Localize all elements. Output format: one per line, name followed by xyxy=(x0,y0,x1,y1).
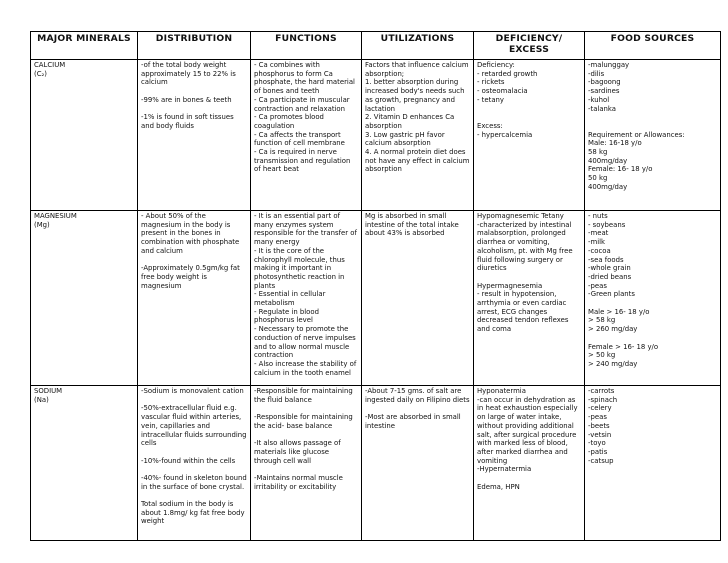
functions-text: - It is an essential part of many enzymes system responsible for the transfer of many energy - It is the core of the chlorophyll molecule, thus making it important in photosynthetic reaction in plants - Essential in cellular metabolism - Regulate in blood phosphorus level - Necessary to promote the conduction of nerve impulses and to allow normal muscle contraction - Also increase the stability of calcium in the tooth enamel xyxy=(254,212,357,377)
mineral-cell xyxy=(31,386,138,541)
distribution-text: -50%-extracellular fluid e.g. vascular fluid within arteries, vein, capillaries and intracellular fluids surrounding cells xyxy=(141,404,247,448)
utilizations-cell xyxy=(362,211,474,386)
distribution-text: -Approximately 0.5gm/kg fat free body weight is magnesium xyxy=(141,264,240,290)
food-text: Female > 16- 18 y/o > 50 kg > 240 mg/day xyxy=(588,342,659,368)
food-text: Male > 16- 18 y/o > 58 kg > 260 mg/day xyxy=(588,307,650,334)
food-cell xyxy=(585,211,721,386)
header-utilizations: UTILIZATIONS xyxy=(362,32,474,60)
header-deficiency-excess: DEFICIENCY/ EXCESS xyxy=(474,32,585,60)
deficiency-text: Hypomagnesemic Tetany -characterized by intestinal malabsorption, prolonged diarrhea or vomiting, alcoholism, pt. with Mg free fluid following surgery or diuretics xyxy=(477,212,573,273)
distribution-cell xyxy=(138,211,251,386)
utilizations-text: Factors that influence calcium absorption; 1. better absorption during increased body's needs such as growth, pregnancy and lactation 2. Vitamin D enhances Ca absorption 3. Low gastric pH favor calcium absorption 4. A normal protein diet does not have any effect in calcium absorption xyxy=(365,61,470,174)
functions-text: - Ca combines with phosphorus to form Ca phosphate, the hard material of bones and teeth - Ca participate in muscular contraction and relaxation - Ca promotes blood coagulation - Ca affects the transport function of cell membrane - Ca is required in nerve transmission and regulation of heart beat xyxy=(254,61,355,174)
mineral-cell xyxy=(31,60,138,211)
distribution-text: -of the total body weight approximately 15 to 22% is calcium xyxy=(141,61,236,87)
food-text: - nuts - soybeans -meat -milk -cocoa -sea foods -whole grain -dried beans -peas -Green plants xyxy=(588,212,635,299)
distribution-text: Total sodium in the body is about 1.8mg/ kg fat free body weight xyxy=(141,500,245,526)
functions-text: -Responsible for maintaining the fluid balance xyxy=(254,387,353,404)
distribution-text: -10%-found within the cells xyxy=(141,456,236,465)
deficiency-text: Hyponatermia -can occur in dehydration as in heat exhaustion especially on large of water intake, without providing additional salt, after surgical procedure with marked less of blood, after marked diarrhea and vomiting -Hypernatermia xyxy=(477,387,578,474)
functions-cell xyxy=(251,386,362,541)
minerals-table xyxy=(30,31,721,541)
utilizations-text: -About 7-15 gms. of salt are ingested daily on Filipino diets xyxy=(365,387,470,404)
mineral-text: MAGNESIUM (Mg) xyxy=(34,212,77,229)
functions-cell xyxy=(251,60,362,211)
functions-text: -It also allows passage of materials like glucose through cell wall xyxy=(254,439,341,465)
mineral-text: CALCIUM (C₂) xyxy=(34,61,66,78)
functions-text: -Responsible for maintaining the acid- base balance xyxy=(254,413,353,430)
food-cell xyxy=(585,60,721,211)
distribution-cell xyxy=(138,386,251,541)
mineral-cell xyxy=(31,211,138,386)
deficiency-text: Hypermagnesemia - result in hypotension, arrthymia or even cardiac arrest, ECG changes decreased tendon reflexes and coma xyxy=(477,281,569,334)
food-cell xyxy=(585,386,721,541)
utilizations-text: Mg is absorbed in small intestine of the total intake about 43% is absorbed xyxy=(365,212,459,238)
deficiency-cell xyxy=(474,211,585,386)
distribution-text: - About 50% of the magnesium in the body is present in the bones in combination with phosphate and calcium xyxy=(141,212,240,255)
distribution-cell xyxy=(138,60,251,211)
distribution-text: -99% are in bones & teeth xyxy=(141,95,232,104)
deficiency-cell xyxy=(474,386,585,541)
deficiency-text: Edema, HPN xyxy=(477,482,520,491)
table-row-sodium xyxy=(31,386,721,541)
deficiency-text: Excess: - hypercalcemia xyxy=(477,121,533,139)
table-row-magnesium xyxy=(31,211,721,386)
distribution-text: -40%- found in skeleton bound in the surface of bone crystal. xyxy=(141,473,247,491)
functions-text: -Maintains normal muscle irritability or excitability xyxy=(254,473,343,491)
food-text: Requirement or Allowances: Male: 16-18 y/o 58 kg 400mg/day Female: 16- 18 y/o 50 kg 400mg/day xyxy=(588,130,685,191)
table-row-calcium xyxy=(31,60,721,211)
utilizations-cell xyxy=(362,60,474,211)
deficiency-cell xyxy=(474,60,585,211)
utilizations-text: -Most are absorbed in small intestine xyxy=(365,413,461,430)
header-food-sources: FOOD SOURCES xyxy=(585,32,721,60)
mineral-text: SODIUM (Na) xyxy=(34,387,63,404)
header-distribution: DISTRIBUTION xyxy=(138,32,251,60)
food-text: -carrots -spinach -celery -peas -beets -vetsin -toyo -patis -catsup xyxy=(588,387,618,465)
distribution-text: -Sodium is monovalent cation xyxy=(141,387,244,395)
utilizations-cell xyxy=(362,386,474,541)
food-text: -malunggay -dilis -bagoong -sardines -kuhol -talanka xyxy=(588,61,630,113)
functions-cell xyxy=(251,211,362,386)
distribution-text: -1% is found in soft tissues and body fluids xyxy=(141,113,234,130)
deficiency-text: Deficiency: - retarded growth - rickets - osteomalacia - tetany xyxy=(477,61,538,104)
header-functions: FUNCTIONS xyxy=(251,32,362,60)
header-major-minerals: MAJOR MINERALS xyxy=(31,32,138,60)
header-row xyxy=(31,32,721,60)
